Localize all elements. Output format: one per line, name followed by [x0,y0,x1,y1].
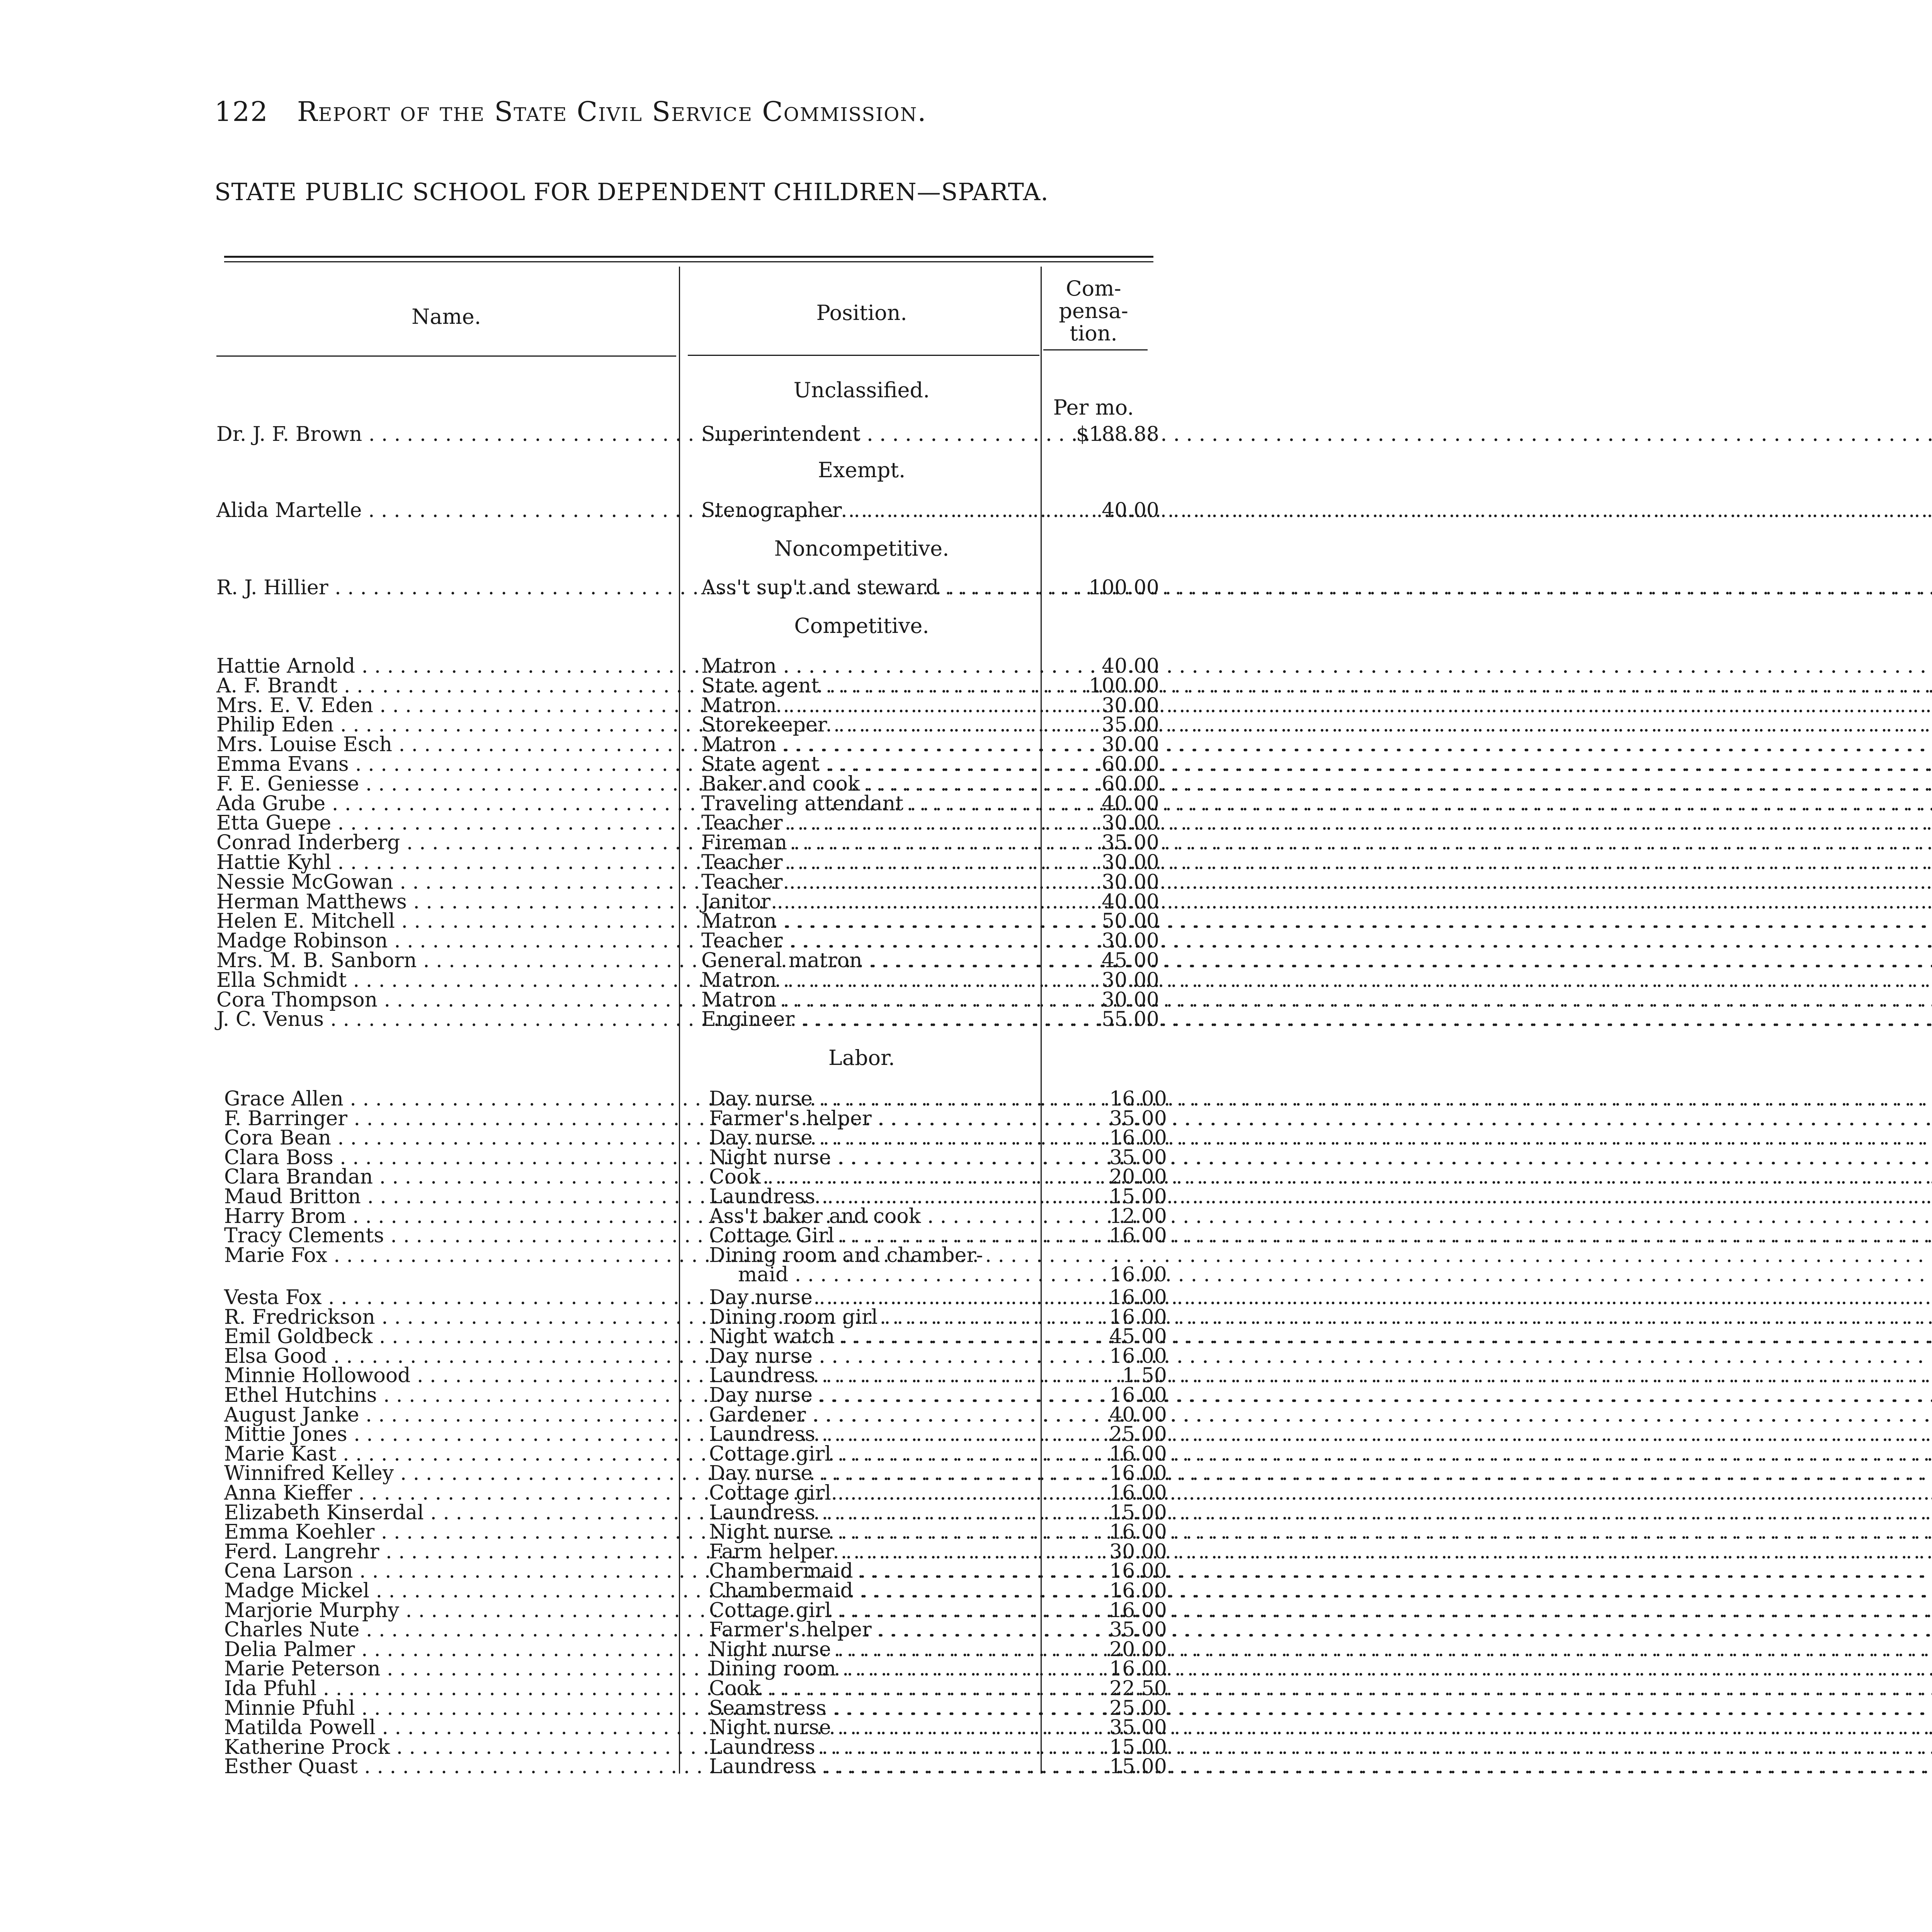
employee-name: Emma Evans . . . [216,754,676,774]
employee-compensation: 15.00 [1109,1735,1167,1759]
employee-name: Elizabeth Kinserdal . . . [224,1503,684,1523]
employee-position: Night nurse . . . [709,1639,875,1660]
employee-name: Ada Grube . . . [216,794,676,814]
header-compensation: Com- pensa- tion. [1059,276,1128,345]
table-row [224,1287,1167,1308]
header-rule-name [216,355,676,357]
employee-position: Stenographer . . . [701,500,867,520]
employee-position: Night nurse . . . [709,1148,875,1168]
employee-compensation: 15.00 [1109,1755,1167,1779]
employee-compensation: 100.00 [1089,576,1159,599]
table-row [216,500,1159,520]
table-row [216,735,1159,755]
employee-compensation: 40.00 [1102,792,1159,815]
table-row [216,813,1159,833]
employee-compensation: 35.00 [1102,831,1159,855]
employee-compensation: 16.00 [1109,1344,1167,1368]
employee-position: Chambermaid . . . [709,1581,875,1601]
table-row [224,1128,1167,1148]
employee-compensation: 30.00 [1102,811,1159,835]
employee-compensation: 30.00 [1109,1540,1167,1563]
table-row [216,696,1159,716]
employee-compensation: 35.00 [1102,713,1159,737]
employee-position: Ass't baker and cook . . . [709,1206,875,1226]
employee-name: Ethel Hutchins . . . [224,1385,684,1405]
employee-name: Ida Pfuhl . . . [224,1679,684,1699]
table-row [224,1698,1167,1718]
table-row [224,1226,1167,1246]
employee-position: Cottage Girl . . . [709,1226,875,1246]
table-row [224,1561,1167,1581]
table-row [224,1463,1167,1483]
group-title-noncompetitive: Noncompetitive. [774,536,949,561]
employee-position: Laundress . . . [709,1187,875,1207]
employee-compensation: 12.00 [1109,1204,1167,1228]
employee-name: F. E. Geniesse . . . [216,774,676,794]
employee-compensation: 15.00 [1109,1501,1167,1524]
employee-name: Hattie Kyhl . . . [216,852,676,872]
table-row [224,1522,1167,1542]
employee-compensation: 16.00 [1109,1481,1167,1505]
employee-name: Grace Allen . . . [224,1089,684,1109]
running-header [214,96,1161,134]
employee-compensation: 16.00 [1109,1442,1167,1466]
employee-position: Farm helper . . . [709,1542,875,1562]
table-row [224,1757,1167,1777]
table-row [216,754,1159,774]
employee-position: Dining room . . . [709,1659,875,1679]
employee-position: Engineer . . . [701,1009,867,1029]
header-rule-position [688,355,1039,356]
employee-name: Mrs. M. B. Sanborn . . . [216,951,676,971]
employee-name: August Janke . . . [224,1405,684,1425]
group-title-labor: Labor. [828,1046,895,1070]
employee-name: Mrs. Louise Esch . . . [216,735,676,755]
employee-compensation: 16.00 [1109,1462,1167,1485]
table-row [224,1620,1167,1640]
employee-name: Ella Schmidt . . . [216,970,676,990]
table-row [224,1503,1167,1523]
employee-name: Charles Nute . . . [224,1620,684,1640]
employee-compensation: 40.00 [1102,890,1159,913]
table-row [216,970,1159,990]
employee-compensation: 16.00 [1109,1263,1167,1287]
employee-name: A. F. Brandt . . . [216,676,676,696]
employee-compensation: 60.00 [1102,753,1159,776]
table-top-rule [224,256,1153,258]
employee-name: F. Barringer . . . [224,1109,684,1129]
employee-compensation: 30.00 [1102,929,1159,953]
employee-name: Delia Palmer . . . [224,1639,684,1660]
employee-name: Marjorie Murphy . . . [224,1600,684,1621]
employee-name: Helen E. Mitchell . . . [216,911,676,931]
header-rule-comp [1043,349,1148,350]
employee-position: General matron . . . [701,951,867,971]
employee-compensation: 40.00 [1102,655,1159,678]
employee-name: Ferd. Langrehr . . . [224,1542,684,1562]
table-row [224,1346,1167,1366]
employee-compensation: 16.00 [1109,1087,1167,1111]
table-row [224,1307,1167,1327]
table-row [216,872,1159,892]
table-row [216,656,1159,676]
employee-name: J. C. Venus . . . [216,1009,676,1029]
table-row [216,931,1159,951]
employee-position: State agent . . . [701,754,867,774]
table-row [224,1444,1167,1464]
employee-compensation: 35.00 [1109,1146,1167,1169]
table-row [216,774,1159,794]
employee-position: Matron . . . [701,970,867,990]
employee-compensation: 30.00 [1102,870,1159,894]
employee-position: Cook . . . [709,1167,875,1187]
employee-name: Katherine Prock . . . [224,1737,684,1757]
employee-compensation: 30.00 [1102,851,1159,874]
employee-compensation: 40.00 [1102,499,1159,522]
employee-position: Day nurse . . . [709,1089,875,1109]
table-row [224,1366,1167,1386]
table-row [224,1737,1167,1757]
employee-compensation: 16.00 [1109,1384,1167,1407]
page-number: 122 [214,96,269,128]
employee-name: Vesta Fox . . . [224,1287,684,1308]
employee-position: Seamstress . . . [709,1698,875,1718]
employee-position: Laundress . . . [709,1757,875,1777]
employee-compensation: 16.00 [1109,1224,1167,1248]
employee-name: Dr. J. F. Brown . . . [216,424,676,444]
employee-name: Emma Koehler . . . [224,1522,684,1542]
section-title: STATE PUBLIC SCHOOL FOR DEPENDENT CHILDREN—SPARTA. [214,178,1049,206]
employee-compensation: 16.00 [1109,1126,1167,1150]
employee-position: Night nurse . . . [709,1522,875,1542]
employee-name: Tracy Clements . . . [224,1226,684,1246]
table-top-rule-thin [224,261,1153,262]
employee-compensation: 45.00 [1102,949,1159,972]
employee-position: Baker and cook . . . [701,774,867,794]
employee-position: Gardener . . . [709,1405,875,1425]
employee-compensation: 16.00 [1109,1579,1167,1602]
per-month-label: Per mo. [1053,395,1134,420]
table-row [224,1483,1167,1503]
table-row [224,1600,1167,1621]
employee-name: Winnifred Kelley . . . [224,1463,684,1483]
employee-name: Hattie Arnold . . . [216,656,676,676]
employee-compensation: 30.00 [1102,988,1159,1012]
employee-compensation: 60.00 [1102,772,1159,796]
employee-compensation: 30.00 [1102,733,1159,757]
employee-name: Clara Brandan . . . [224,1167,684,1187]
employee-compensation: 22.50 [1109,1677,1167,1700]
employee-compensation: 30.00 [1102,968,1159,992]
employee-position: Day nurse . . . [709,1287,875,1308]
employee-position: Cook . . . [709,1679,875,1699]
employee-name: Herman Matthews . . . [216,892,676,912]
employee-name: Madge Robinson . . . [216,931,676,951]
employee-position: Matron . . . [701,656,867,676]
employee-compensation: 16.00 [1109,1520,1167,1544]
table-row [224,1167,1167,1187]
employee-position: Laundress . . . [709,1366,875,1386]
group-title-unclassified: Unclassified. [793,378,930,402]
employee-name: Cora Bean . . . [224,1128,684,1148]
employee-position: Teacher . . . [701,872,867,892]
employee-position: Storekeeper . . . [701,715,867,735]
employee-position: Dining room girl . . . [709,1307,875,1327]
employee-compensation: 35.00 [1109,1716,1167,1740]
employee-position: Cottage girl . . . [709,1444,875,1464]
employee-name: Clara Boss . . . [224,1148,684,1168]
employee-compensation: 15.00 [1109,1185,1167,1208]
employee-name: Maud Britton . . . [224,1187,684,1207]
table-row [216,990,1159,1010]
group-title-exempt: Exempt. [818,458,906,482]
table-row [216,578,1159,598]
table-row [224,1206,1167,1226]
employee-position: Fireman . . . [701,833,867,853]
employee-name: R. J. Hillier . . . [216,578,676,598]
employee-position-continued: maid . . . [738,1265,877,1285]
table-row [216,951,1159,971]
table-row [216,852,1159,872]
employee-compensation: 16.00 [1109,1286,1167,1309]
employee-compensation: 30.00 [1102,694,1159,717]
employee-name: Matilda Powell . . . [224,1718,684,1738]
employee-position: Matron . . . [701,735,867,755]
table-row [224,1148,1167,1168]
table-row [216,424,1159,444]
employee-compensation: 20.00 [1109,1638,1167,1661]
header-position: Position. [816,301,907,325]
employee-name: Madge Mickel . . . [224,1581,684,1601]
table-row [216,794,1159,814]
employee-name: Marie Peterson . . . [224,1659,684,1679]
table-row [224,1385,1167,1405]
employee-compensation: 40.00 [1109,1403,1167,1427]
employee-position: State agent . . . [701,676,867,696]
employee-name: Cora Thompson . . . [216,990,676,1010]
employee-position: Teacher . . . [701,931,867,951]
running-title: Report of the State Civil Service Commission. [297,96,927,128]
employee-name: Marie Kast . . . [224,1444,684,1464]
table-row [216,833,1159,853]
group-title-competitive: Competitive. [794,614,929,638]
table-row [216,1009,1159,1029]
table-row [216,715,1159,735]
employee-compensation: 100.00 [1089,674,1159,697]
table-row [224,1109,1167,1129]
employee-compensation: 35.00 [1109,1107,1167,1130]
employee-compensation: 1.50 [1122,1364,1167,1388]
employee-position: Day nurse . . . [709,1463,875,1483]
employee-name: Marie Fox . . . [224,1245,684,1265]
employee-position: Farmer's helper . . . [709,1620,875,1640]
employee-position: Superintendent . . . [701,424,867,444]
employee-position: Chambermaid . . . [709,1561,875,1581]
table-row [224,1187,1167,1207]
employee-position: Traveling attendant . . . [701,794,867,814]
employee-compensation: 20.00 [1109,1165,1167,1189]
employee-name: Mrs. E. V. Eden . . . [216,696,676,716]
table-row [224,1424,1167,1444]
employee-compensation: 16.00 [1109,1305,1167,1329]
table-row [216,676,1159,696]
employee-name: Alida Martelle . . . [216,500,676,520]
table-row [224,1542,1167,1562]
employee-position: Matron . . . [701,911,867,931]
employee-name: Philip Eden . . . [216,715,676,735]
employee-name: Esther Quast . . . [224,1757,684,1777]
table-row [224,1581,1167,1601]
employee-name: Mittie Jones . . . [224,1424,684,1444]
employee-position: Janitor . . . [701,892,867,912]
employee-compensation: $188.88 [1076,423,1159,446]
table-row [224,1089,1167,1109]
employee-position: Teacher . . . [701,852,867,872]
table-row [224,1639,1167,1660]
employee-name: Elsa Good . . . [224,1346,684,1366]
employee-name: Conrad Inderberg . . . [216,833,676,853]
table-row [224,1405,1167,1425]
employee-position: Day nurse . . . [709,1346,875,1366]
employee-position: Matron . . . [701,696,867,716]
employee-position: Farmer's helper . . . [709,1109,875,1129]
employee-name: R. Fredrickson . . . [224,1307,684,1327]
employee-name: Cena Larson . . . [224,1561,684,1581]
employee-position: Dining room and chamber- [709,1243,983,1267]
employee-position: Laundress . . . [709,1737,875,1757]
table-row [216,892,1159,912]
employee-name: Nessie McGowan . . . [216,872,676,892]
table-row [224,1679,1167,1699]
employee-name: Minnie Hollowood . . . [224,1366,684,1386]
employee-position: Night watch . . . [709,1327,875,1347]
employee-name: Anna Kieffer . . . [224,1483,684,1503]
employee-position: Day nurse . . . [709,1128,875,1148]
employee-position: Teacher . . . [701,813,867,833]
employee-position: Cottage girl . . . [709,1600,875,1621]
employee-position: Ass't sup't and steward . . . [701,578,867,598]
employee-compensation: 50.00 [1102,910,1159,933]
employee-compensation: 25.00 [1109,1696,1167,1720]
employee-name: Harry Brom . . . [224,1206,684,1226]
employee-position: Matron . . . [701,990,867,1010]
employee-compensation: 25.00 [1109,1423,1167,1446]
table-row [216,911,1159,931]
employee-compensation: 55.00 [1102,1008,1159,1031]
employee-position: Night nurse . . . [709,1718,875,1738]
header-name: Name. [412,304,481,329]
table-row [224,1327,1167,1347]
employee-position: Day nurse . . . [709,1385,875,1405]
table-row [224,1243,1167,1287]
employee-name: Minnie Pfuhl . . . [224,1698,684,1718]
employee-compensation: 16.00 [1109,1657,1167,1681]
employee-compensation: 35.00 [1109,1618,1167,1642]
table-row [224,1659,1167,1679]
employee-compensation: 16.00 [1109,1560,1167,1583]
employee-compensation: 16.00 [1109,1599,1167,1622]
employee-position: Cottage girl . . . [709,1483,875,1503]
table-row [224,1718,1167,1738]
employee-compensation: 45.00 [1109,1325,1167,1349]
employee-position: Laundress . . . [709,1503,875,1523]
employee-position: Laundress . . . [709,1424,875,1444]
employee-name: Etta Guepe . . . [216,813,676,833]
employee-name: Emil Goldbeck . . . [224,1327,684,1347]
